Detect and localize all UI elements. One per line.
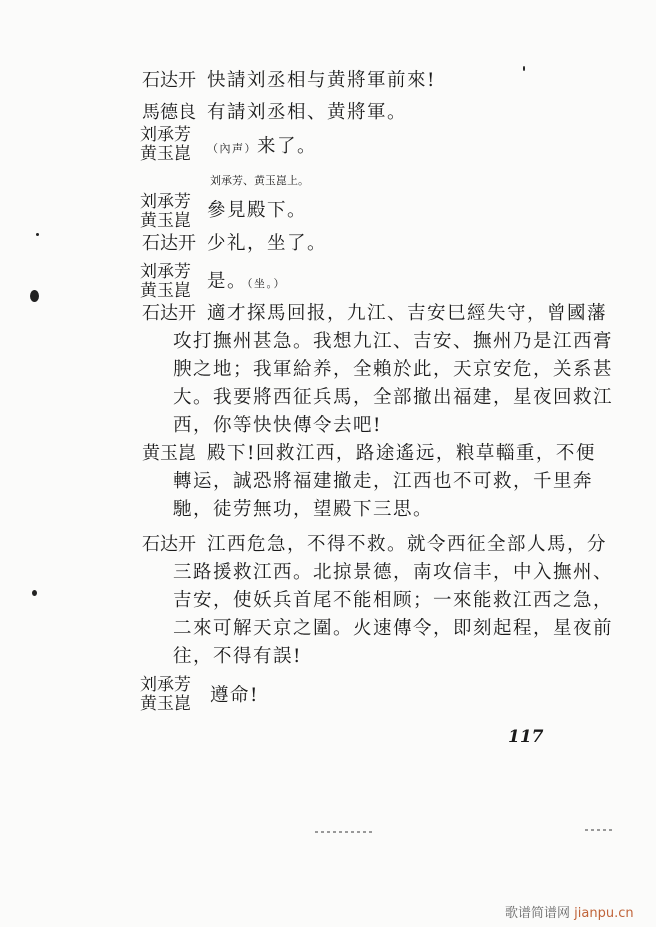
stage-note: （內声） [207, 142, 257, 155]
dialogue-line: 往，不得有誤! [173, 646, 302, 667]
dialogue-line: 攻打撫州甚急。我想九江、吉安、撫州乃是江西膏 [173, 331, 614, 352]
speaker-name: 馬德良 [142, 102, 196, 123]
dialogue-line [207, 136, 317, 160]
dialogue-line: 快請刘丞相与黄將軍前來! [207, 70, 436, 91]
speaker-name: 黄玉崑 [140, 211, 191, 231]
dialogue-line: 殿下!回救江西，路途遙远，粮草輜重，不便 [207, 443, 596, 464]
speaker-group [140, 676, 191, 714]
dialogue-line: 大。我要將西征兵馬，全部撤出福建，星夜回救江 [173, 387, 614, 408]
dialogue-line: 有請刘丞相、黄將軍。 [207, 102, 408, 123]
scan-smudge [585, 829, 615, 831]
speaker-group [140, 193, 191, 231]
speaker-name: 黄玉崑 [140, 144, 191, 164]
dialogue-text: 来了。 [257, 136, 318, 157]
stage-note: （坐。） [247, 277, 287, 290]
dialogue-line: 三路援救江西。北掠景德，南攻信丰，中入撫州、 [173, 562, 614, 583]
speaker-name: 刘承芳 [140, 125, 191, 145]
speaker-group [140, 126, 191, 164]
dialogue-line: 江西危急，不得不救。就令西征全部人馬，分 [207, 534, 608, 555]
dialogue-line: 少礼，坐了。 [207, 233, 328, 254]
scan-speck [36, 233, 39, 236]
speaker-name: 刘承芳 [140, 262, 191, 282]
speaker-name: 刘承芳 [140, 192, 191, 212]
watermark-en: jianpu.cn [574, 906, 634, 921]
page-number: 117 [508, 727, 544, 747]
scan-speck [32, 590, 37, 596]
dialogue-line: 西，你等快快傳令去吧! [173, 415, 382, 436]
speaker-name: 黄玉崑 [140, 694, 191, 714]
watermark [505, 902, 634, 921]
speaker-name: 刘承芳 [140, 675, 191, 695]
dialogue-line: 吉安，使妖兵首尾不能相顾；一來能救江西之急， [173, 590, 614, 611]
dialogue-line: 馳，徒劳無功，望殿下三思。 [173, 499, 434, 520]
speaker-name: 石达开 [142, 70, 196, 91]
speaker-name: 石达开 [142, 303, 196, 324]
scan-smudge [315, 831, 375, 833]
watermark-cn: 歌谱简谱网 [505, 906, 571, 921]
dialogue-line [207, 271, 286, 295]
dialogue-line: 參見殿下。 [207, 200, 308, 221]
dialogue-line: 腴之地；我軍給养，全賴於此，天京安危，关系甚 [173, 359, 614, 380]
speaker-group [140, 263, 191, 301]
dialogue-line: 適才探馬回报，九江、吉安巳經失守，曾國藩 [207, 303, 608, 324]
speaker-name: 黄玉崑 [142, 443, 196, 464]
stage-direction: 刘承芳、黄玉崑上。 [210, 174, 309, 187]
scan-speck [523, 66, 525, 71]
dialogue-line: 轉运，誠恐將福建撤走，江西也不可救，千里奔 [173, 471, 594, 492]
dialogue-line: 二來可解天京之圍。火速傳令，即刻起程，星夜前 [173, 618, 614, 639]
dialogue-text: 是。 [207, 271, 248, 292]
speaker-name: 石达开 [142, 534, 196, 555]
speaker-name: 石达开 [142, 233, 196, 254]
speaker-name: 黄玉崑 [140, 281, 191, 301]
scan-speck [30, 290, 39, 302]
dialogue-line: 遵命! [210, 685, 259, 706]
